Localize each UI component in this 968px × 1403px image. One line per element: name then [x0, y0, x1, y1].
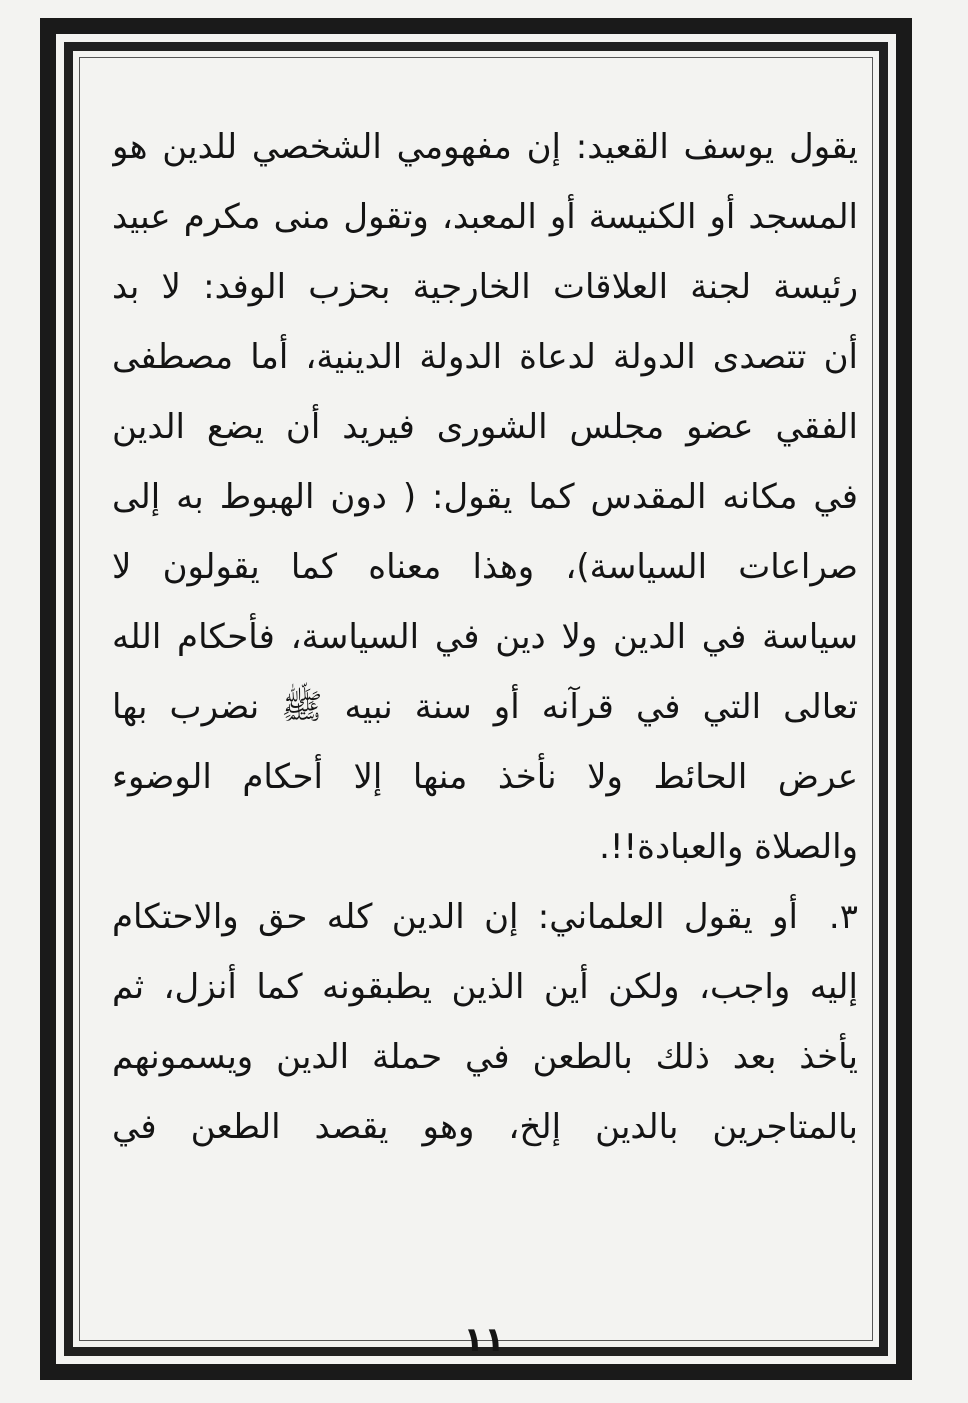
text-line: سياسة في الدين ولا دين في السياسة، فأحكام الله	[112, 617, 858, 657]
text-line: رئيسة لجنة العلاقات الخارجية بحزب الوفد: لا بد	[112, 267, 858, 307]
text-line: في مكانه المقدس كما يقول: ( دون الهبوط به إلى	[112, 477, 858, 517]
body-text	[112, 112, 858, 1162]
list-item-number: ٣.	[828, 897, 858, 937]
list-item-first-line: أو يقول العلماني: إن الدين كله حق والاحتكام	[112, 897, 798, 937]
list-item-3	[112, 882, 858, 952]
text-line: صراعات السياسة)، وهذا معناه كما يقولون لا	[112, 547, 858, 587]
text-line: أن تتصدى الدولة لدعاة الدولة الدينية، أما مصطفى	[112, 337, 858, 377]
text-line: بالمتاجرين بالدين إلخ، وهو يقصد الطعن في	[112, 1107, 858, 1147]
text-line: إليه واجب، ولكن أين الذين يطبقونه كما أنزل، ثم	[112, 967, 858, 1007]
text-line: يأخذ بعد ذلك بالطعن في حملة الدين ويسمونهم	[112, 1037, 858, 1077]
text-line: والصلاة والعبادة!!.	[599, 827, 858, 867]
text-line: يقول يوسف القعيد: إن مفهومي الشخصي للدين هو	[112, 127, 858, 167]
page-number: ١١	[463, 1320, 505, 1360]
text-line: الفقي عضو مجلس الشورى فيريد أن يضع الدين	[112, 407, 858, 447]
text-line: عرض الحائط ولا نأخذ منها إلا أحكام الوضوء	[112, 757, 858, 797]
text-line: المسجد أو الكنيسة أو المعبد، وتقول منى مكرم عبيد	[112, 197, 858, 237]
text-line: تعالى التي في قرآنه أو سنة نبيه ﷺ نضرب بها	[112, 687, 858, 727]
